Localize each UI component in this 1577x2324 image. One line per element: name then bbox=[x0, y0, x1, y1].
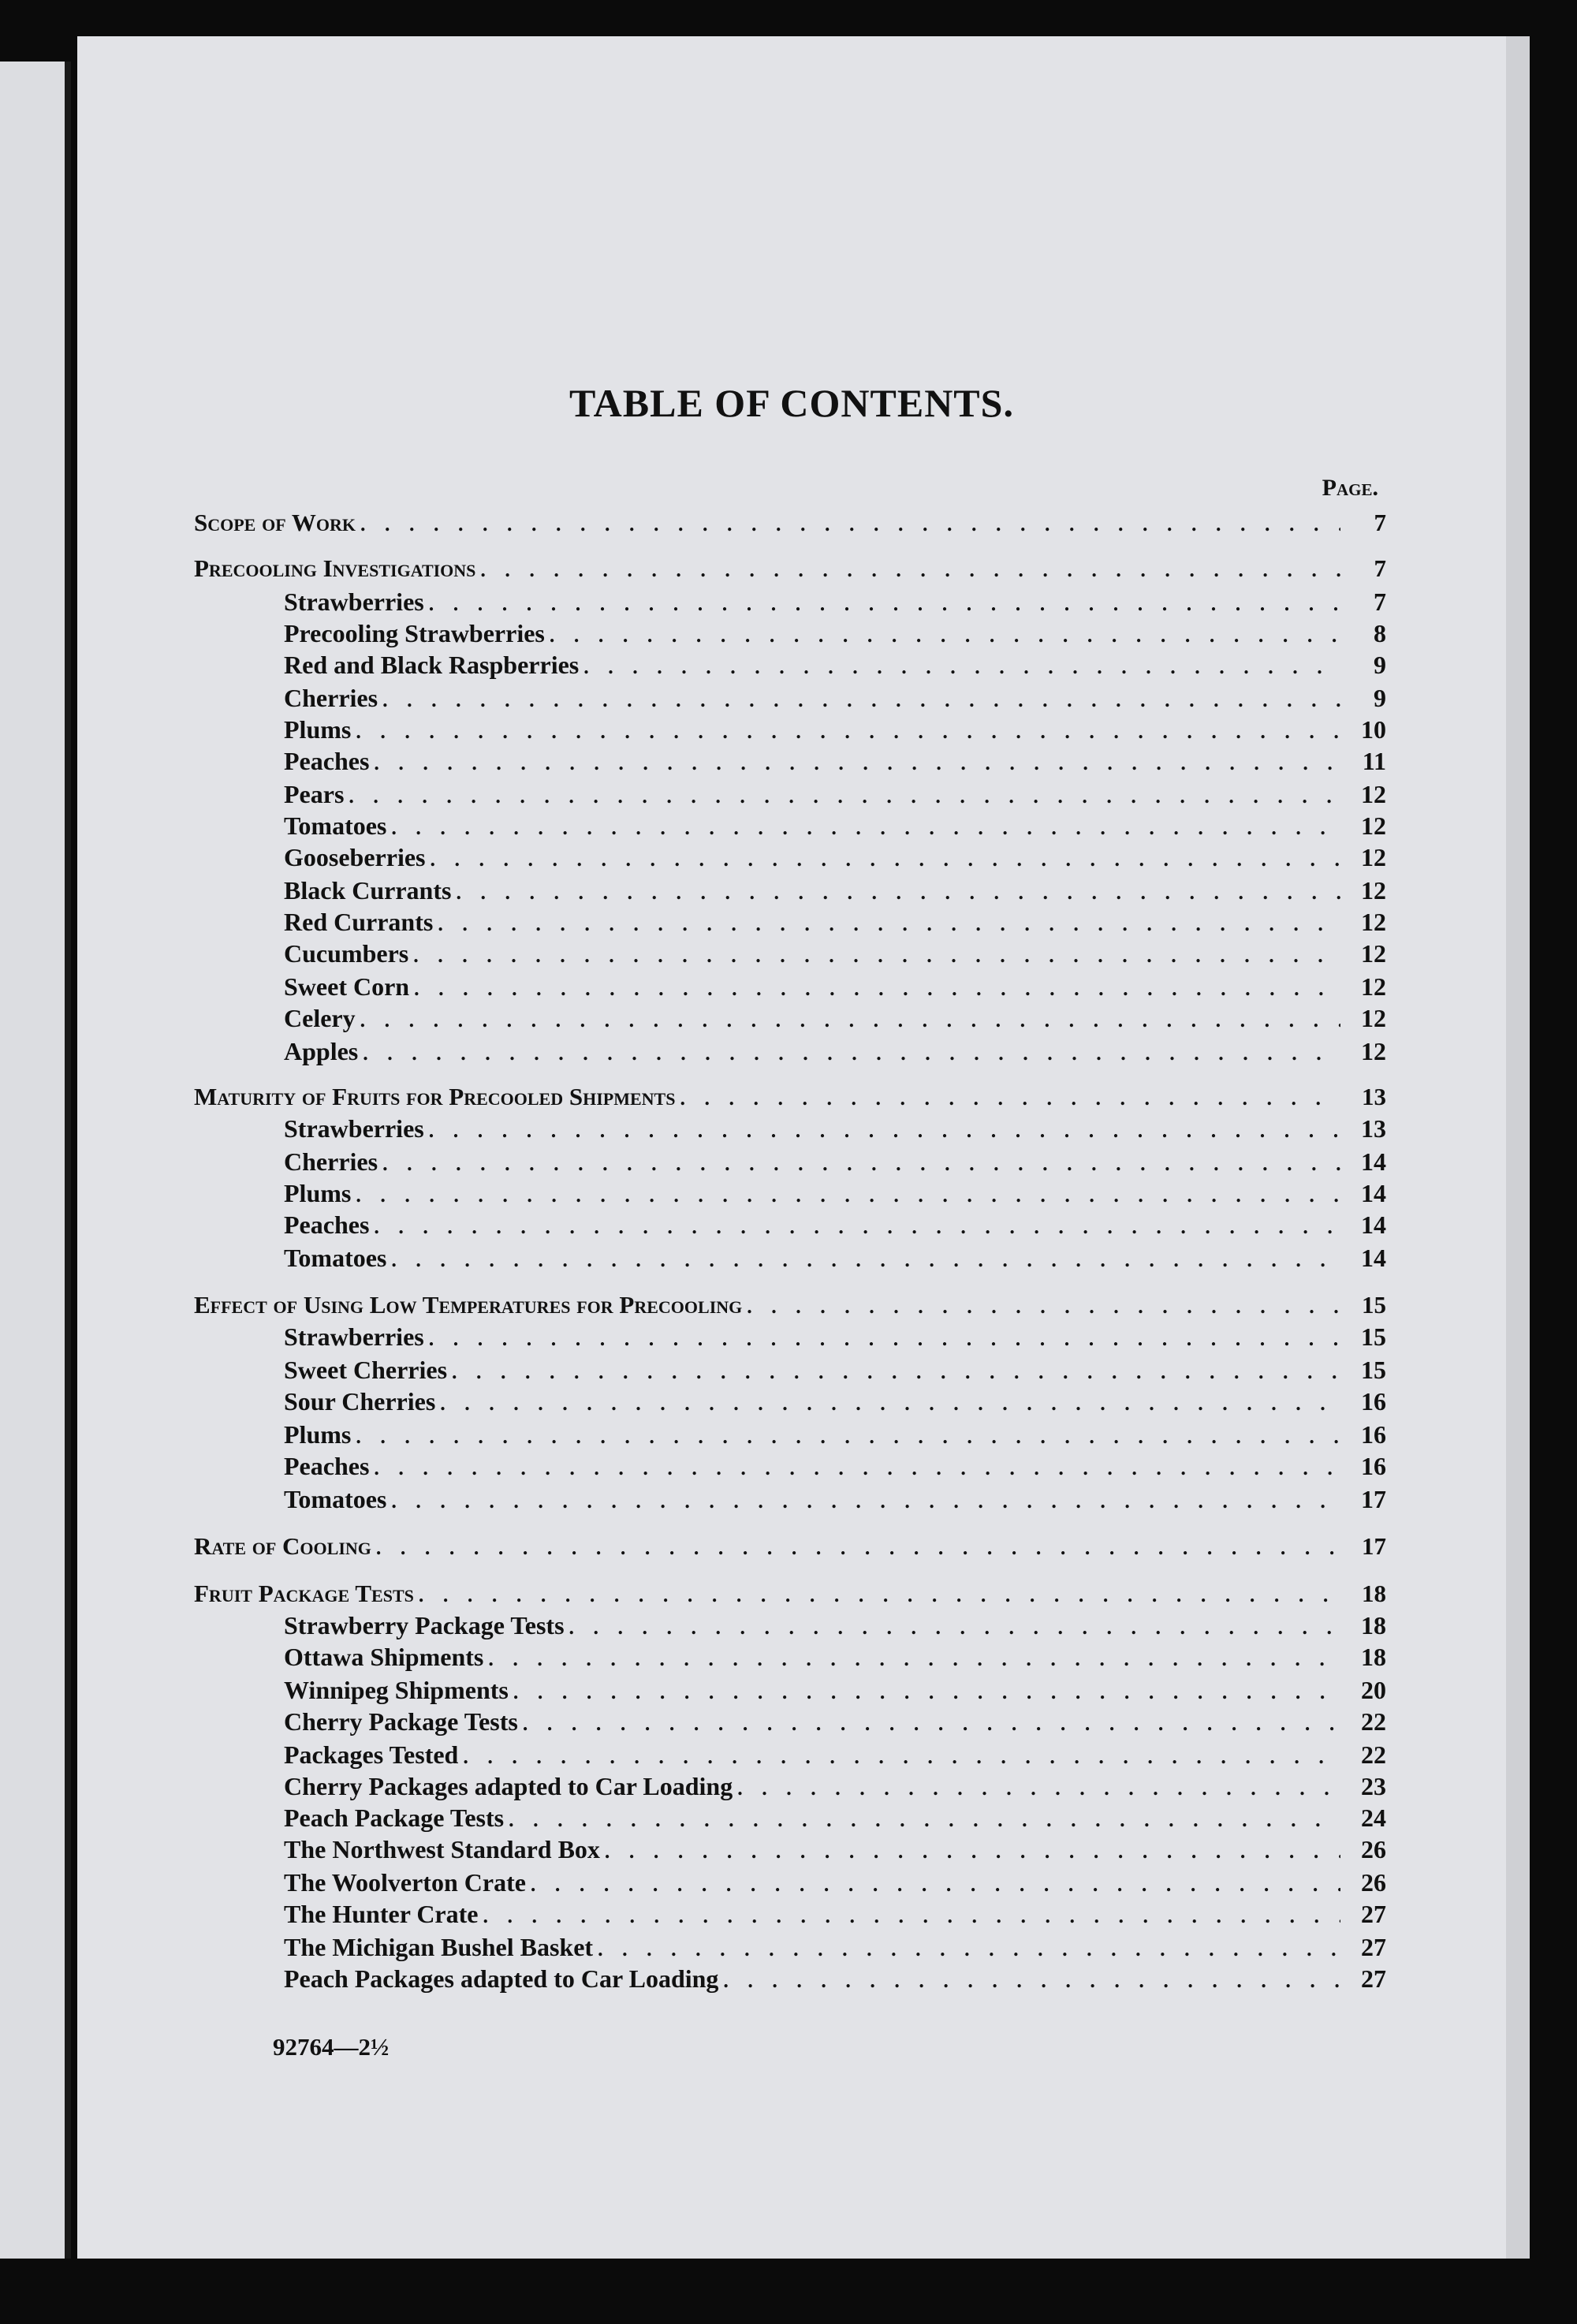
toc-entry-label: Sweet Cherries bbox=[284, 1356, 448, 1384]
toc-entry-label: Strawberries bbox=[284, 1322, 424, 1351]
toc-entry-label: The Hunter Crate bbox=[284, 1900, 479, 1928]
toc-page-number: 9 bbox=[1374, 684, 1386, 712]
toc-page-number: 12 bbox=[1361, 811, 1386, 840]
toc-entry-label: The Woolverton Crate bbox=[284, 1868, 526, 1897]
dot-leader bbox=[438, 908, 1340, 941]
page-column-header: Page. bbox=[1322, 475, 1378, 501]
toc-entry-label: The Michigan Bushel Basket bbox=[284, 1933, 594, 1961]
dot-leader bbox=[374, 747, 1340, 780]
toc-subentry bbox=[284, 1418, 1386, 1451]
toc-subentry bbox=[284, 1241, 1386, 1274]
toc-entry-label: Plums bbox=[284, 1179, 352, 1207]
dot-leader bbox=[413, 939, 1340, 972]
dot-leader bbox=[488, 1643, 1340, 1676]
toc-page-number: 27 bbox=[1361, 1933, 1386, 1961]
printer-signature-code: 92764—2½ bbox=[273, 2033, 390, 2061]
toc-subentry bbox=[284, 937, 1386, 970]
toc-section-entry bbox=[194, 1080, 1386, 1114]
toc-page-number: 20 bbox=[1361, 1676, 1386, 1704]
toc-page-number: 12 bbox=[1361, 1037, 1386, 1065]
toc-entry-label: Peach Packages adapted to Car Loading bbox=[284, 1964, 719, 1993]
dot-leader bbox=[523, 1707, 1340, 1740]
dot-leader bbox=[463, 1740, 1340, 1774]
toc-page-number: 27 bbox=[1361, 1964, 1386, 1993]
document-page bbox=[77, 36, 1506, 2259]
toc-page-number: 23 bbox=[1361, 1772, 1386, 1800]
toc-entry-label: Strawberries bbox=[284, 1114, 424, 1143]
toc-entry-label: Tomatoes bbox=[284, 1485, 387, 1513]
toc-page-number: 18 bbox=[1362, 1580, 1386, 1607]
dot-leader bbox=[356, 1420, 1340, 1453]
toc-subentry bbox=[284, 970, 1386, 1003]
dot-leader bbox=[483, 1900, 1340, 1933]
dot-leader bbox=[414, 972, 1340, 1005]
dot-leader bbox=[440, 1387, 1340, 1420]
dot-leader bbox=[376, 1531, 1340, 1565]
dot-leader bbox=[431, 843, 1341, 876]
toc-subentry bbox=[284, 1483, 1386, 1516]
toc-entry-label: The Northwest Standard Box bbox=[284, 1835, 600, 1863]
toc-page-number: 12 bbox=[1361, 876, 1386, 905]
toc-section-entry bbox=[194, 506, 1386, 539]
toc-subentry bbox=[284, 778, 1386, 811]
page-title: TABLE OF CONTENTS. bbox=[569, 381, 1014, 425]
toc-subentry bbox=[284, 1145, 1386, 1178]
dot-leader bbox=[391, 1244, 1340, 1277]
toc-subentry bbox=[284, 1385, 1386, 1418]
toc-page-number: 14 bbox=[1361, 1244, 1386, 1272]
toc-entry-label: Cherry Package Tests bbox=[284, 1707, 518, 1736]
toc-subentry bbox=[284, 744, 1386, 778]
toc-page-number: 14 bbox=[1361, 1210, 1386, 1239]
dot-leader bbox=[356, 715, 1340, 748]
toc-subentry bbox=[284, 874, 1386, 907]
toc-page-number: 12 bbox=[1361, 1004, 1386, 1032]
toc-page-number: 12 bbox=[1361, 843, 1386, 871]
toc-entry-label: Precooling Investigations bbox=[194, 554, 476, 582]
toc-subentry bbox=[284, 1320, 1386, 1353]
toc-entry-label: Sour Cherries bbox=[284, 1387, 436, 1416]
toc-section-entry bbox=[194, 1289, 1386, 1322]
toc-subentry bbox=[284, 1353, 1386, 1386]
toc-entry-label: Peaches bbox=[284, 1210, 370, 1239]
toc-subentry bbox=[284, 617, 1386, 650]
toc-subentry bbox=[284, 1673, 1386, 1707]
toc-page-number: 14 bbox=[1361, 1179, 1386, 1207]
toc-subentry bbox=[284, 585, 1386, 618]
toc-page-number: 15 bbox=[1362, 1291, 1386, 1319]
toc-entry-label: Peaches bbox=[284, 1452, 370, 1480]
toc-entry-label: Black Currants bbox=[284, 876, 452, 905]
toc-page-number: 13 bbox=[1361, 1114, 1386, 1143]
toc-page-number: 7 bbox=[1374, 554, 1386, 582]
toc-subentry bbox=[284, 841, 1386, 874]
toc-entry-label: Cherries bbox=[284, 1147, 378, 1176]
toc-subentry bbox=[284, 905, 1386, 938]
toc-subentry bbox=[284, 1930, 1386, 1964]
toc-subentry bbox=[284, 1208, 1386, 1241]
toc-entry-label: Strawberries bbox=[284, 588, 424, 616]
toc-entry-label: Cherry Packages adapted to Car Loading bbox=[284, 1772, 733, 1800]
dot-leader bbox=[569, 1611, 1340, 1644]
toc-subentry bbox=[284, 1609, 1386, 1642]
dot-leader bbox=[550, 619, 1340, 652]
toc-page-number: 15 bbox=[1361, 1322, 1386, 1351]
toc-entry-label: Cucumbers bbox=[284, 939, 409, 968]
toc-subentry bbox=[284, 1962, 1386, 1995]
dot-leader bbox=[349, 780, 1340, 813]
dot-leader bbox=[382, 1147, 1340, 1181]
toc-page-number: 12 bbox=[1361, 972, 1386, 1001]
dot-leader bbox=[374, 1452, 1340, 1485]
toc-entry-label: Tomatoes bbox=[284, 811, 387, 840]
toc-page-number: 8 bbox=[1374, 619, 1386, 647]
page-edge-shadow bbox=[1506, 36, 1530, 2259]
toc-entry-label: Peaches bbox=[284, 747, 370, 775]
toc-entry-label: Packages Tested bbox=[284, 1740, 459, 1769]
toc-entry-label: Pears bbox=[284, 780, 345, 808]
dot-leader bbox=[513, 1676, 1340, 1709]
toc-entry-label: Peach Package Tests bbox=[284, 1804, 505, 1832]
dot-leader bbox=[391, 1485, 1340, 1518]
dot-leader bbox=[429, 1322, 1340, 1356]
toc-subentry bbox=[284, 1112, 1386, 1145]
toc-subentry bbox=[284, 1449, 1386, 1483]
toc-section-entry bbox=[194, 552, 1386, 585]
toc-page-number: 12 bbox=[1361, 780, 1386, 808]
toc-subentry bbox=[284, 1801, 1386, 1834]
toc-entry-label: Gooseberries bbox=[284, 843, 426, 871]
toc-page-number: 14 bbox=[1361, 1147, 1386, 1176]
dot-leader bbox=[737, 1772, 1340, 1805]
toc-entry-label: Effect of Using Low Temperatures for Precooling bbox=[194, 1291, 743, 1319]
dot-leader bbox=[374, 1210, 1340, 1244]
toc-page-number: 12 bbox=[1361, 908, 1386, 936]
toc-page-number: 16 bbox=[1361, 1387, 1386, 1416]
dot-leader bbox=[723, 1964, 1340, 1998]
toc-page-number: 17 bbox=[1361, 1485, 1386, 1513]
toc-entry-label: Cherries bbox=[284, 684, 378, 712]
dot-leader bbox=[509, 1804, 1340, 1837]
toc-page-number: 22 bbox=[1361, 1707, 1386, 1736]
toc-entry-label: Apples bbox=[284, 1037, 359, 1065]
toc-entry-label: Tomatoes bbox=[284, 1244, 387, 1272]
toc-entry-label: Red Currants bbox=[284, 908, 434, 936]
toc-page-number: 17 bbox=[1362, 1532, 1386, 1560]
toc-entry-label: Ottawa Shipments bbox=[284, 1643, 484, 1671]
dot-leader bbox=[419, 1579, 1340, 1612]
toc-section-entry bbox=[194, 1577, 1386, 1610]
toc-entry-label: Strawberry Package Tests bbox=[284, 1611, 565, 1639]
dot-leader bbox=[360, 1004, 1340, 1037]
toc-page-number: 12 bbox=[1361, 939, 1386, 968]
dot-leader bbox=[747, 1290, 1340, 1323]
dot-leader bbox=[429, 588, 1340, 621]
toc-entry-label: Winnipeg Shipments bbox=[284, 1676, 509, 1704]
toc-subentry bbox=[284, 1897, 1386, 1930]
toc-page-number: 10 bbox=[1361, 715, 1386, 744]
toc-subentry bbox=[284, 681, 1386, 714]
toc-page-number: 27 bbox=[1361, 1900, 1386, 1928]
toc-page-number: 15 bbox=[1361, 1356, 1386, 1384]
toc-subentry bbox=[284, 1002, 1386, 1035]
dot-leader bbox=[429, 1114, 1340, 1147]
toc-page-number: 13 bbox=[1362, 1083, 1386, 1110]
dot-leader bbox=[680, 1082, 1340, 1115]
toc-subentry bbox=[284, 1833, 1386, 1866]
dot-leader bbox=[452, 1356, 1340, 1389]
dot-leader bbox=[456, 876, 1340, 909]
toc-entry-label: Celery bbox=[284, 1004, 356, 1032]
toc-subentry bbox=[284, 1705, 1386, 1738]
dot-leader bbox=[531, 1868, 1340, 1901]
facing-page-edge bbox=[0, 62, 71, 2259]
dot-leader bbox=[382, 684, 1340, 717]
toc-section-entry bbox=[194, 1530, 1386, 1563]
toc-entry-label: Precooling Strawberries bbox=[284, 619, 545, 647]
toc-page-number: 11 bbox=[1362, 747, 1386, 775]
dot-leader bbox=[356, 1179, 1340, 1212]
dot-leader bbox=[391, 811, 1340, 845]
dot-leader bbox=[605, 1835, 1340, 1868]
toc-subentry bbox=[284, 1035, 1386, 1068]
toc-entry-label: Red and Black Raspberries bbox=[284, 651, 580, 679]
toc-subentry bbox=[284, 1177, 1386, 1210]
toc-entry-label: Fruit Package Tests bbox=[194, 1580, 414, 1607]
dot-leader bbox=[583, 651, 1340, 684]
toc-page-number: 18 bbox=[1361, 1643, 1386, 1671]
toc-subentry bbox=[284, 1738, 1386, 1771]
toc-page-number: 16 bbox=[1361, 1420, 1386, 1449]
toc-entry-label: Scope of Work bbox=[194, 509, 356, 536]
toc-page-number: 26 bbox=[1361, 1835, 1386, 1863]
dot-leader bbox=[480, 554, 1340, 587]
toc-subentry bbox=[284, 648, 1386, 681]
dot-leader bbox=[360, 508, 1340, 541]
toc-subentry bbox=[284, 1770, 1386, 1803]
dot-leader bbox=[598, 1933, 1340, 1966]
toc-subentry bbox=[284, 713, 1386, 746]
toc-page-number: 7 bbox=[1374, 509, 1386, 536]
toc-subentry bbox=[284, 1866, 1386, 1899]
toc-entry-label: Sweet Corn bbox=[284, 972, 410, 1001]
toc-subentry bbox=[284, 809, 1386, 842]
toc-entry-label: Plums bbox=[284, 715, 352, 744]
toc-page-number: 24 bbox=[1361, 1804, 1386, 1832]
toc-page-number: 18 bbox=[1361, 1611, 1386, 1639]
dot-leader bbox=[363, 1037, 1340, 1070]
toc-page-number: 26 bbox=[1361, 1868, 1386, 1897]
toc-entry-label: Rate of Cooling bbox=[194, 1532, 371, 1560]
toc-page-number: 9 bbox=[1374, 651, 1386, 679]
toc-page-number: 7 bbox=[1374, 588, 1386, 616]
toc-subentry bbox=[284, 1640, 1386, 1673]
toc-entry-label: Plums bbox=[284, 1420, 352, 1449]
toc-page-number: 22 bbox=[1361, 1740, 1386, 1769]
toc-entry-label: Maturity of Fruits for Precooled Shipments bbox=[194, 1083, 676, 1110]
toc-page-number: 16 bbox=[1361, 1452, 1386, 1480]
